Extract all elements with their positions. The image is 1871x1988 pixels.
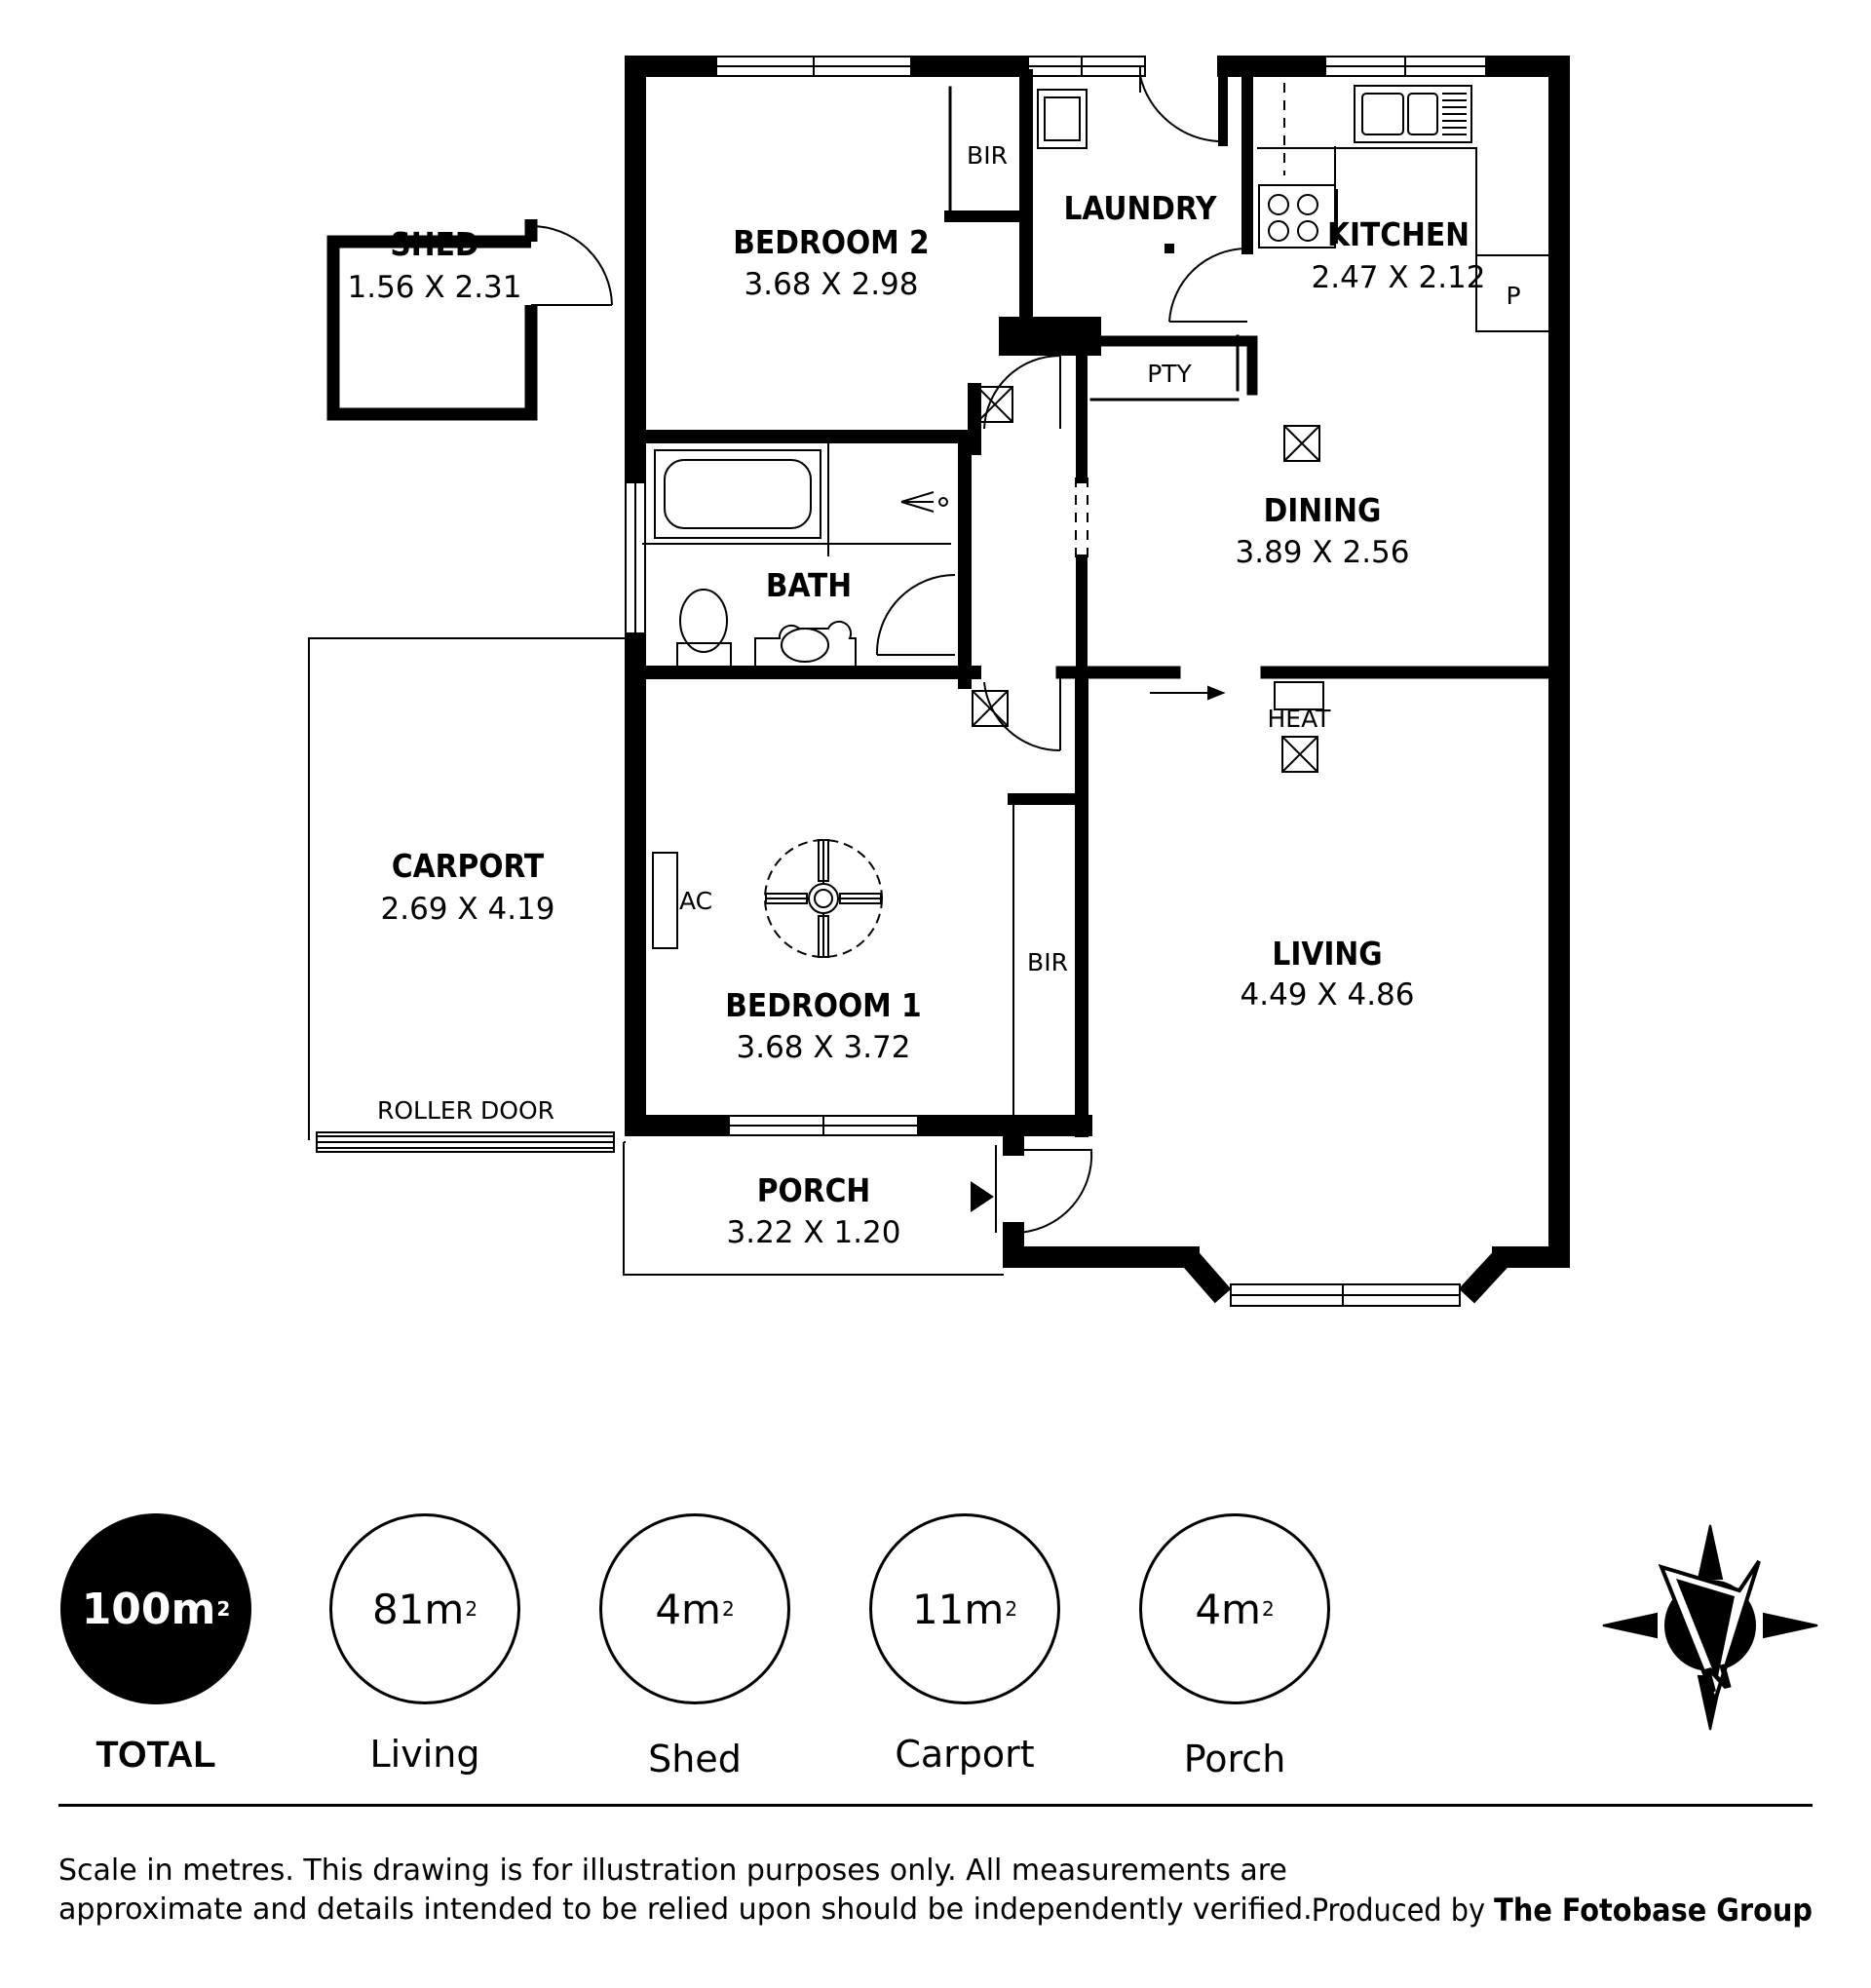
entry-arrow	[971, 1181, 994, 1212]
unit-superscript: 2	[1261, 1597, 1275, 1621]
disclaimer-line-2: approximate and details intended to be relied upon should be independently verified.	[58, 1892, 1313, 1927]
direction-arrow	[1150, 687, 1223, 699]
kitchen-name: KITCHEN	[1326, 215, 1470, 253]
bath-name: BATH	[765, 566, 853, 604]
divider-line	[58, 1804, 1813, 1807]
bir-bottom-label: BIR	[1027, 948, 1068, 976]
unit-superscript: 2	[465, 1597, 478, 1621]
producer-credit	[1312, 1892, 1813, 1929]
north-compass-icon	[1598, 1520, 1822, 1735]
disclaimer	[58, 1852, 1374, 1930]
shed-area-badge	[599, 1513, 790, 1704]
bedroom2-dim: 3.68 X 2.98	[744, 267, 919, 302]
carport-area-badge	[869, 1513, 1060, 1704]
living-area-label: Living	[369, 1733, 480, 1776]
total-area-badge	[60, 1513, 251, 1704]
shed-dim: 1.56 X 2.31	[347, 270, 522, 305]
bedroom1-name: BEDROOM 1	[725, 986, 922, 1024]
carport-area-value: 11m	[911, 1585, 1005, 1633]
living-dim: 4.49 X 4.86	[1240, 977, 1415, 1013]
outdoor-areas	[309, 638, 1004, 1275]
bay-window	[1189, 1257, 1503, 1306]
carport-area-label: Carport	[895, 1733, 1035, 1776]
shed-area-label: Shed	[648, 1738, 742, 1780]
dining-name: DINING	[1263, 491, 1382, 529]
living-area-badge	[329, 1513, 520, 1704]
unit-superscript: 2	[1005, 1597, 1018, 1621]
porch-dim: 3.22 X 1.20	[726, 1215, 901, 1250]
total-area-value: 100m	[81, 1584, 216, 1634]
unit-superscript: 2	[721, 1597, 735, 1621]
laundry-name: LAUNDRY	[1063, 189, 1217, 227]
bir-top-label: BIR	[967, 141, 1008, 170]
producer-prefix: Produced by	[1311, 1892, 1486, 1929]
porch-area-badge	[1139, 1513, 1330, 1704]
disclaimer-line-1: Scale in metres. This drawing is for illustration purposes only. All measurements are	[58, 1854, 1287, 1888]
kitchen-dim: 2.47 X 2.12	[1311, 260, 1486, 295]
porch-area-value: 4m	[1195, 1585, 1261, 1633]
living-area-value: 81m	[371, 1585, 465, 1633]
roller-door-label: ROLLER DOOR	[377, 1096, 554, 1125]
doors	[877, 66, 1247, 1233]
dining-dim: 3.89 X 2.56	[1235, 535, 1410, 570]
carport-name: CARPORT	[391, 847, 545, 885]
bedroom1-dim: 3.68 X 3.72	[736, 1030, 911, 1065]
pantry-p-label: P	[1506, 282, 1521, 310]
heat-label: HEAT	[1267, 705, 1331, 733]
living-name: LIVING	[1272, 935, 1383, 973]
total-area-label: TOTAL	[95, 1735, 216, 1776]
unit-superscript: 2	[216, 1597, 231, 1621]
shed-name: SHED	[390, 225, 479, 263]
compass-letter: N	[1699, 1657, 1737, 1702]
producer-name: The Fotobase Group	[1494, 1892, 1813, 1929]
pty-label: PTY	[1147, 360, 1192, 388]
shed-area-value: 4m	[655, 1585, 721, 1633]
porch-name: PORCH	[756, 1171, 871, 1209]
porch-area-label: Porch	[1183, 1738, 1286, 1780]
ac-label: AC	[678, 887, 713, 915]
bedroom2-name: BEDROOM 2	[733, 223, 930, 261]
carport-dim: 2.69 X 4.19	[380, 892, 555, 927]
